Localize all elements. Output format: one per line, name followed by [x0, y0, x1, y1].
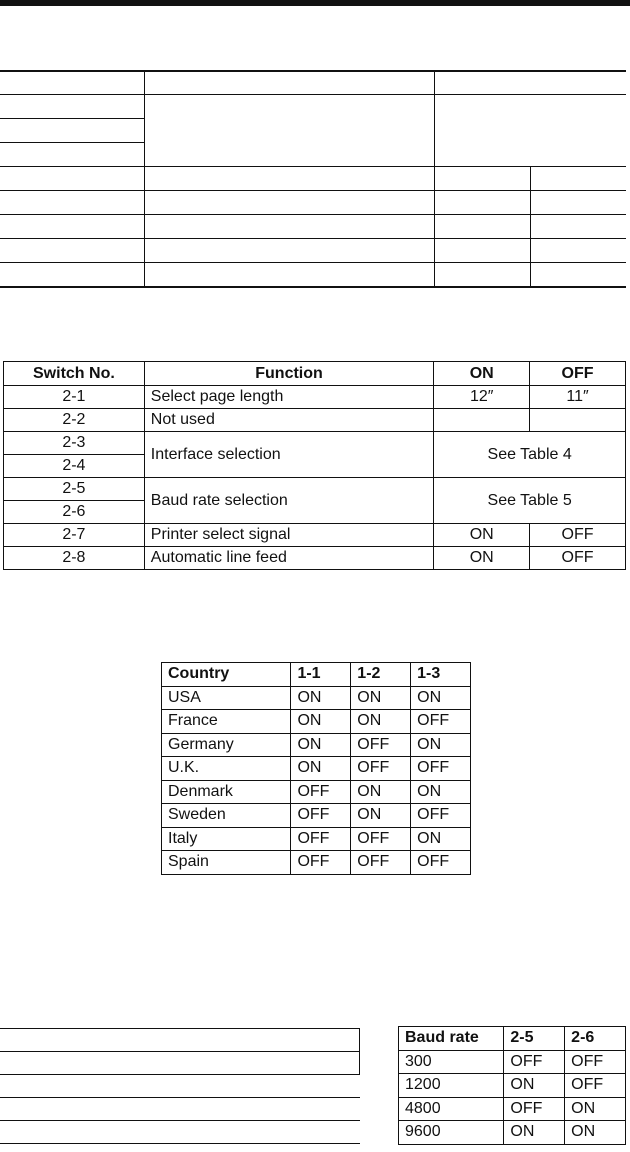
country-table [161, 662, 471, 875]
table-row [4, 409, 626, 432]
switch-number: 2-4 [4, 455, 145, 478]
table-cell [530, 167, 626, 191]
table-row [0, 95, 626, 119]
table-cell [530, 263, 626, 288]
setting-reference: See Table 4 [434, 432, 626, 478]
table-cell [144, 215, 434, 239]
table-cell [0, 1029, 360, 1052]
table-cell [0, 143, 144, 167]
switch-value: OFF [351, 851, 411, 875]
table-cell [0, 1098, 360, 1121]
table-row [162, 804, 471, 828]
off-value: OFF [530, 524, 626, 547]
table-cell [0, 119, 144, 143]
table-row [4, 478, 626, 501]
column-header-switch: Switch No. [4, 362, 145, 386]
table-cell [0, 95, 144, 119]
table-row [162, 733, 471, 757]
table-row [0, 1052, 360, 1075]
switch-value: ON [291, 757, 351, 781]
table-cell [434, 263, 530, 288]
table-row [0, 71, 626, 95]
column-header-function: Function [144, 362, 433, 386]
switch-value: OFF [504, 1050, 565, 1074]
table-row [399, 1074, 626, 1098]
function-name: Printer select signal [144, 524, 433, 547]
table-row [0, 191, 626, 215]
switch-value: ON [351, 780, 411, 804]
setting-reference: See Table 5 [434, 478, 626, 524]
on-value: ON [434, 547, 530, 570]
table-row [162, 686, 471, 710]
table-cell [434, 95, 626, 167]
table-row [0, 215, 626, 239]
column-header-switch-1-2: 1-2 [351, 663, 411, 687]
off-value: 11″ [530, 386, 626, 409]
table-row [0, 1121, 360, 1144]
table-cell [0, 1121, 360, 1144]
switch-value: OFF [291, 851, 351, 875]
baud-rate-table [398, 1026, 626, 1145]
table-cell [144, 71, 434, 95]
table-header-row [399, 1027, 626, 1051]
function-name: Not used [144, 409, 433, 432]
table-cell [0, 1052, 360, 1075]
country-name: Germany [162, 733, 291, 757]
table-cell [0, 263, 144, 288]
column-header-off: OFF [530, 362, 626, 386]
country-name: Spain [162, 851, 291, 875]
top-rule [0, 0, 630, 6]
switch-value: ON [351, 804, 411, 828]
table-header-row [162, 663, 471, 687]
table-row [162, 757, 471, 781]
table-cell [530, 239, 626, 263]
switch-number: 2-2 [4, 409, 145, 432]
table-row [0, 1029, 360, 1052]
table-cell [144, 191, 434, 215]
switch-number: 2-1 [4, 386, 145, 409]
table-row [162, 710, 471, 734]
table-cell [434, 71, 626, 95]
switch-value: OFF [565, 1074, 626, 1098]
table-cell [144, 95, 434, 167]
table-row [162, 851, 471, 875]
column-header-switch-1-3: 1-3 [411, 663, 471, 687]
country-name: France [162, 710, 291, 734]
column-header-baud-rate: Baud rate [399, 1027, 504, 1051]
table-row [4, 386, 626, 409]
function-name: Automatic line feed [144, 547, 433, 570]
baud-rate-value: 300 [399, 1050, 504, 1074]
function-name: Select page length [144, 386, 433, 409]
switch-value: OFF [411, 804, 471, 828]
country-name: Denmark [162, 780, 291, 804]
table-row [0, 263, 626, 288]
switch-number: 2-6 [4, 501, 145, 524]
switch-value: OFF [291, 827, 351, 851]
switch-number: 2-5 [4, 478, 145, 501]
switch-number: 2-7 [4, 524, 145, 547]
table-cell [0, 215, 144, 239]
country-name: USA [162, 686, 291, 710]
on-value: 12″ [434, 386, 530, 409]
table-row [0, 1075, 360, 1098]
table-cell [434, 215, 530, 239]
table-cell [0, 191, 144, 215]
column-header-country: Country [162, 663, 291, 687]
switch-value: OFF [411, 757, 471, 781]
baud-rate-value: 9600 [399, 1121, 504, 1145]
table-cell [434, 191, 530, 215]
country-name: Sweden [162, 804, 291, 828]
switch-value: ON [565, 1097, 626, 1121]
table-row [4, 432, 626, 455]
column-header-on: ON [434, 362, 530, 386]
switch-value: ON [291, 710, 351, 734]
table-cell [144, 239, 434, 263]
switch-value: OFF [565, 1050, 626, 1074]
table-cell [530, 215, 626, 239]
off-value: OFF [530, 547, 626, 570]
switch-value: OFF [411, 851, 471, 875]
table-cell [0, 167, 144, 191]
table-cell [0, 239, 144, 263]
switch-number: 2-3 [4, 432, 145, 455]
column-header-switch-1-1: 1-1 [291, 663, 351, 687]
switch-value: ON [351, 686, 411, 710]
country-name: Italy [162, 827, 291, 851]
switch-value: ON [411, 827, 471, 851]
switch-value: OFF [291, 780, 351, 804]
table-row [162, 780, 471, 804]
switch-value: OFF [351, 757, 411, 781]
switch-number: 2-8 [4, 547, 145, 570]
table-row [162, 827, 471, 851]
table-row [0, 239, 626, 263]
switch-value: OFF [351, 733, 411, 757]
baud-rate-value: 1200 [399, 1074, 504, 1098]
table-cell [434, 239, 530, 263]
switch-value: ON [411, 686, 471, 710]
switch-value: OFF [291, 804, 351, 828]
on-value [434, 409, 530, 432]
table-cell [144, 263, 434, 288]
table-row [4, 547, 626, 570]
table-row [399, 1121, 626, 1145]
table-cell [0, 71, 144, 95]
table-cell [530, 191, 626, 215]
table-row [0, 1098, 360, 1121]
on-value: ON [434, 524, 530, 547]
table-cell [144, 167, 434, 191]
switch-value: ON [565, 1121, 626, 1145]
switch-value: ON [291, 733, 351, 757]
table-cell [434, 167, 530, 191]
table-header-row [4, 362, 626, 386]
country-name: U.K. [162, 757, 291, 781]
switch-value: OFF [411, 710, 471, 734]
switch-value: OFF [351, 827, 411, 851]
switch-value: ON [504, 1121, 565, 1145]
switch-value: ON [411, 733, 471, 757]
baud-rate-value: 4800 [399, 1097, 504, 1121]
function-name: Baud rate selection [144, 478, 433, 524]
switch-2-table [3, 361, 626, 570]
column-header-switch-2-5: 2-5 [504, 1027, 565, 1051]
switch-1-table-rules [0, 70, 626, 288]
switch-value: ON [291, 686, 351, 710]
switch-value: ON [504, 1074, 565, 1098]
switch-value: ON [351, 710, 411, 734]
table-row [399, 1097, 626, 1121]
table-row [0, 167, 626, 191]
table-row [4, 524, 626, 547]
table-cell [0, 1075, 360, 1098]
switch-value: OFF [504, 1097, 565, 1121]
function-name: Interface selection [144, 432, 433, 478]
column-header-switch-2-6: 2-6 [565, 1027, 626, 1051]
interface-table-rules [0, 1028, 360, 1144]
off-value [530, 409, 626, 432]
switch-value: ON [411, 780, 471, 804]
table-row [399, 1050, 626, 1074]
